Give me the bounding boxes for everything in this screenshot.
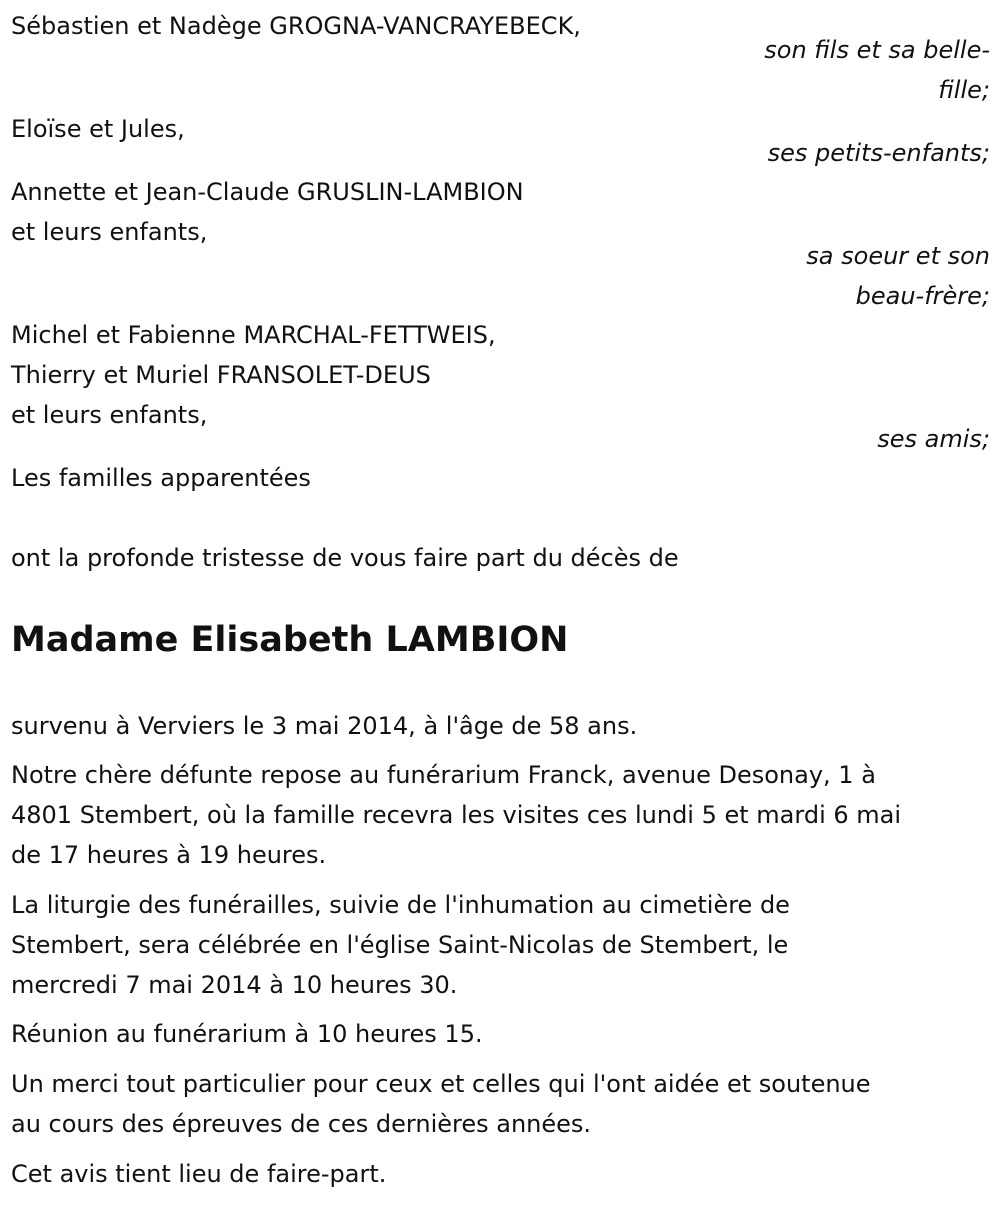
visitation-line-2: 4801 Stembert, où la famille recevra les visites ces lundi 5 et mardi 6 mai	[11, 801, 902, 829]
son-relation-line-1: son fils et sa belle-	[764, 36, 990, 64]
funeral-line-3: mercredi 7 mai 2014 à 10 heures 30.	[11, 971, 458, 999]
sister-names-line-1: Annette et Jean-Claude GRUSLIN-LAMBION	[11, 178, 524, 206]
visitation-line-1: Notre chère défunte repose au funérarium Franck, avenue Desonay, 1 à	[11, 761, 876, 789]
friends-names-line-1: Michel et Fabienne MARCHAL-FETTWEIS,	[11, 321, 496, 349]
deceased-name: Madame Elisabeth LAMBION	[11, 620, 569, 660]
closing-note: Cet avis tient lieu de faire-part.	[11, 1160, 387, 1188]
thanks-line-2: au cours des épreuves de ces dernières années.	[11, 1110, 592, 1138]
friends-relation: ses amis;	[877, 425, 990, 453]
son-relation-line-2: fille;	[938, 76, 990, 104]
visitation-line-3: de 17 heures à 19 heures.	[11, 841, 327, 869]
funeral-line-1: La liturgie des funérailles, suivie de l'inhumation au cimetière de	[11, 891, 790, 919]
visitation-paragraph	[11, 755, 991, 875]
son-names: Sébastien et Nadège GROGNA-VANCRAYEBECK,	[11, 12, 581, 40]
death-info: survenu à Verviers le 3 mai 2014, à l'âge de 58 ans.	[11, 712, 638, 740]
meeting-info: Réunion au funérarium à 10 heures 15.	[11, 1020, 483, 1048]
sister-names-line-2: et leurs enfants,	[11, 218, 208, 246]
thanks-paragraph	[11, 1064, 991, 1144]
funeral-line-2: Stembert, sera célébrée en l'église Saint-Nicolas de Stembert, le	[11, 931, 789, 959]
announcement: ont la profonde tristesse de vous faire part du décès de	[11, 544, 679, 572]
grandchildren-names: Eloïse et Jules,	[11, 115, 185, 143]
related-families: Les familles apparentées	[11, 464, 311, 492]
funeral-paragraph	[11, 885, 991, 1005]
friends-names-line-2: Thierry et Muriel FRANSOLET-DEUS	[11, 361, 431, 389]
friends-names-line-3: et leurs enfants,	[11, 401, 208, 429]
sister-relation-line-2: beau-frère;	[855, 282, 990, 310]
grandchildren-relation: ses petits-enfants;	[767, 139, 990, 167]
thanks-line-1: Un merci tout particulier pour ceux et celles qui l'ont aidée et soutenue	[11, 1070, 871, 1098]
sister-relation-line-1: sa soeur et son	[806, 242, 990, 270]
